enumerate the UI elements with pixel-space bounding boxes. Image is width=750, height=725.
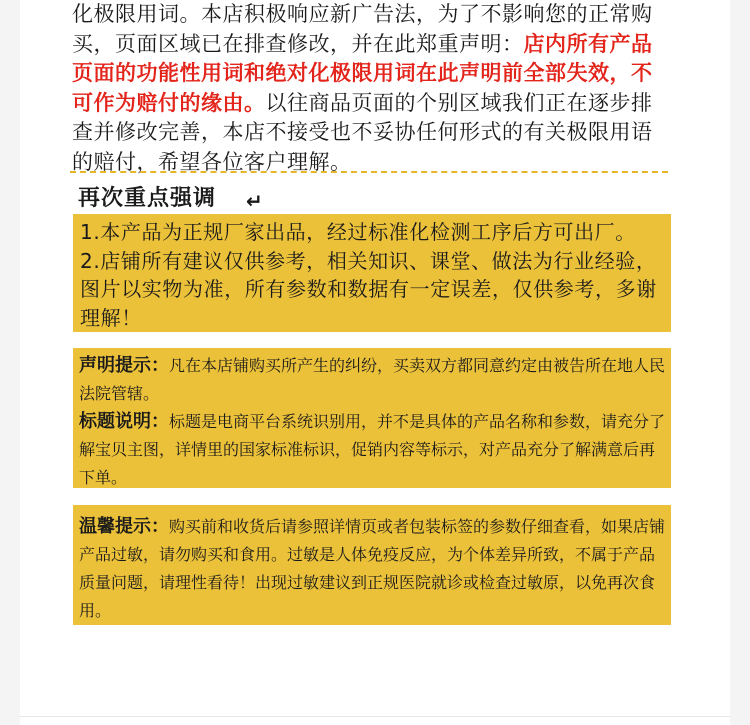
right-margin	[730, 0, 750, 725]
statement-text: 凡在本店铺购买所产生的纠纷，买卖双方都同意约定由被告所在地人民法院管辖。	[79, 356, 666, 403]
reminder-label: 温馨提示：	[79, 516, 169, 537]
emphasis-box	[73, 214, 671, 332]
reminder-text: 购买前和收货后请参照详情页或者包装标签的参数仔细查看，如果店铺产品过敏，请勿购买和食用。过敏是人体免疫反应，为个体差异所致，不属于产品质量问题，请理性看待！出现过敏建议到正规医院就诊或检查过敏原，以免再次食用。	[79, 517, 666, 620]
notice-highlight: 店内所有产品页面的功能性用词和绝对化极限用词在此声明前全部失效，不可作为赔付的缘由。	[72, 31, 653, 115]
emphasis-item-2: 2.店铺所有建议仅供参考，相关知识、课堂、做法为行业经验，图片以实物为准，所有参数和数据有一定误差，仅供参考，多谢理解！	[80, 248, 657, 330]
statement-label: 声明提示：	[79, 355, 169, 376]
dashed-divider	[70, 171, 668, 173]
title-note-text: 标题是电商平台系统识别用，并不是具体的产品名称和参数，请充分了解宝贝主图，详情里的国家标准标识，促销内容等标示，对产品充分了解满意后再下单。	[79, 412, 666, 487]
section-heading: 再次重点强调	[78, 186, 217, 211]
statement-paragraph	[79, 352, 665, 408]
notice-text: 化极限用词。本店积极响应新广告法，为了不影响您的正常购买，页面区域已在排查修改，并在此郑重声明：	[72, 2, 653, 56]
emphasis-item-1: 1.本产品为正规厂家出品，经过标准化检测工序后方可出厂。	[80, 220, 636, 244]
reminder-paragraph	[79, 513, 665, 625]
left-margin	[0, 0, 20, 725]
notice-tail: 以往商品页面的个别区域我们正在逐步排查并修改完善，本店不接受也不妥协任何形式的有关极限用语的赔付，希望各位客户理解。	[72, 90, 653, 174]
reminder-box	[73, 505, 671, 625]
bottom-divider	[20, 716, 730, 717]
title-note-paragraph	[79, 408, 665, 492]
statement-box	[73, 348, 671, 488]
notice-paragraph	[72, 0, 672, 177]
return-arrow-icon: ↵	[246, 189, 263, 213]
title-note-label: 标题说明：	[79, 411, 169, 432]
